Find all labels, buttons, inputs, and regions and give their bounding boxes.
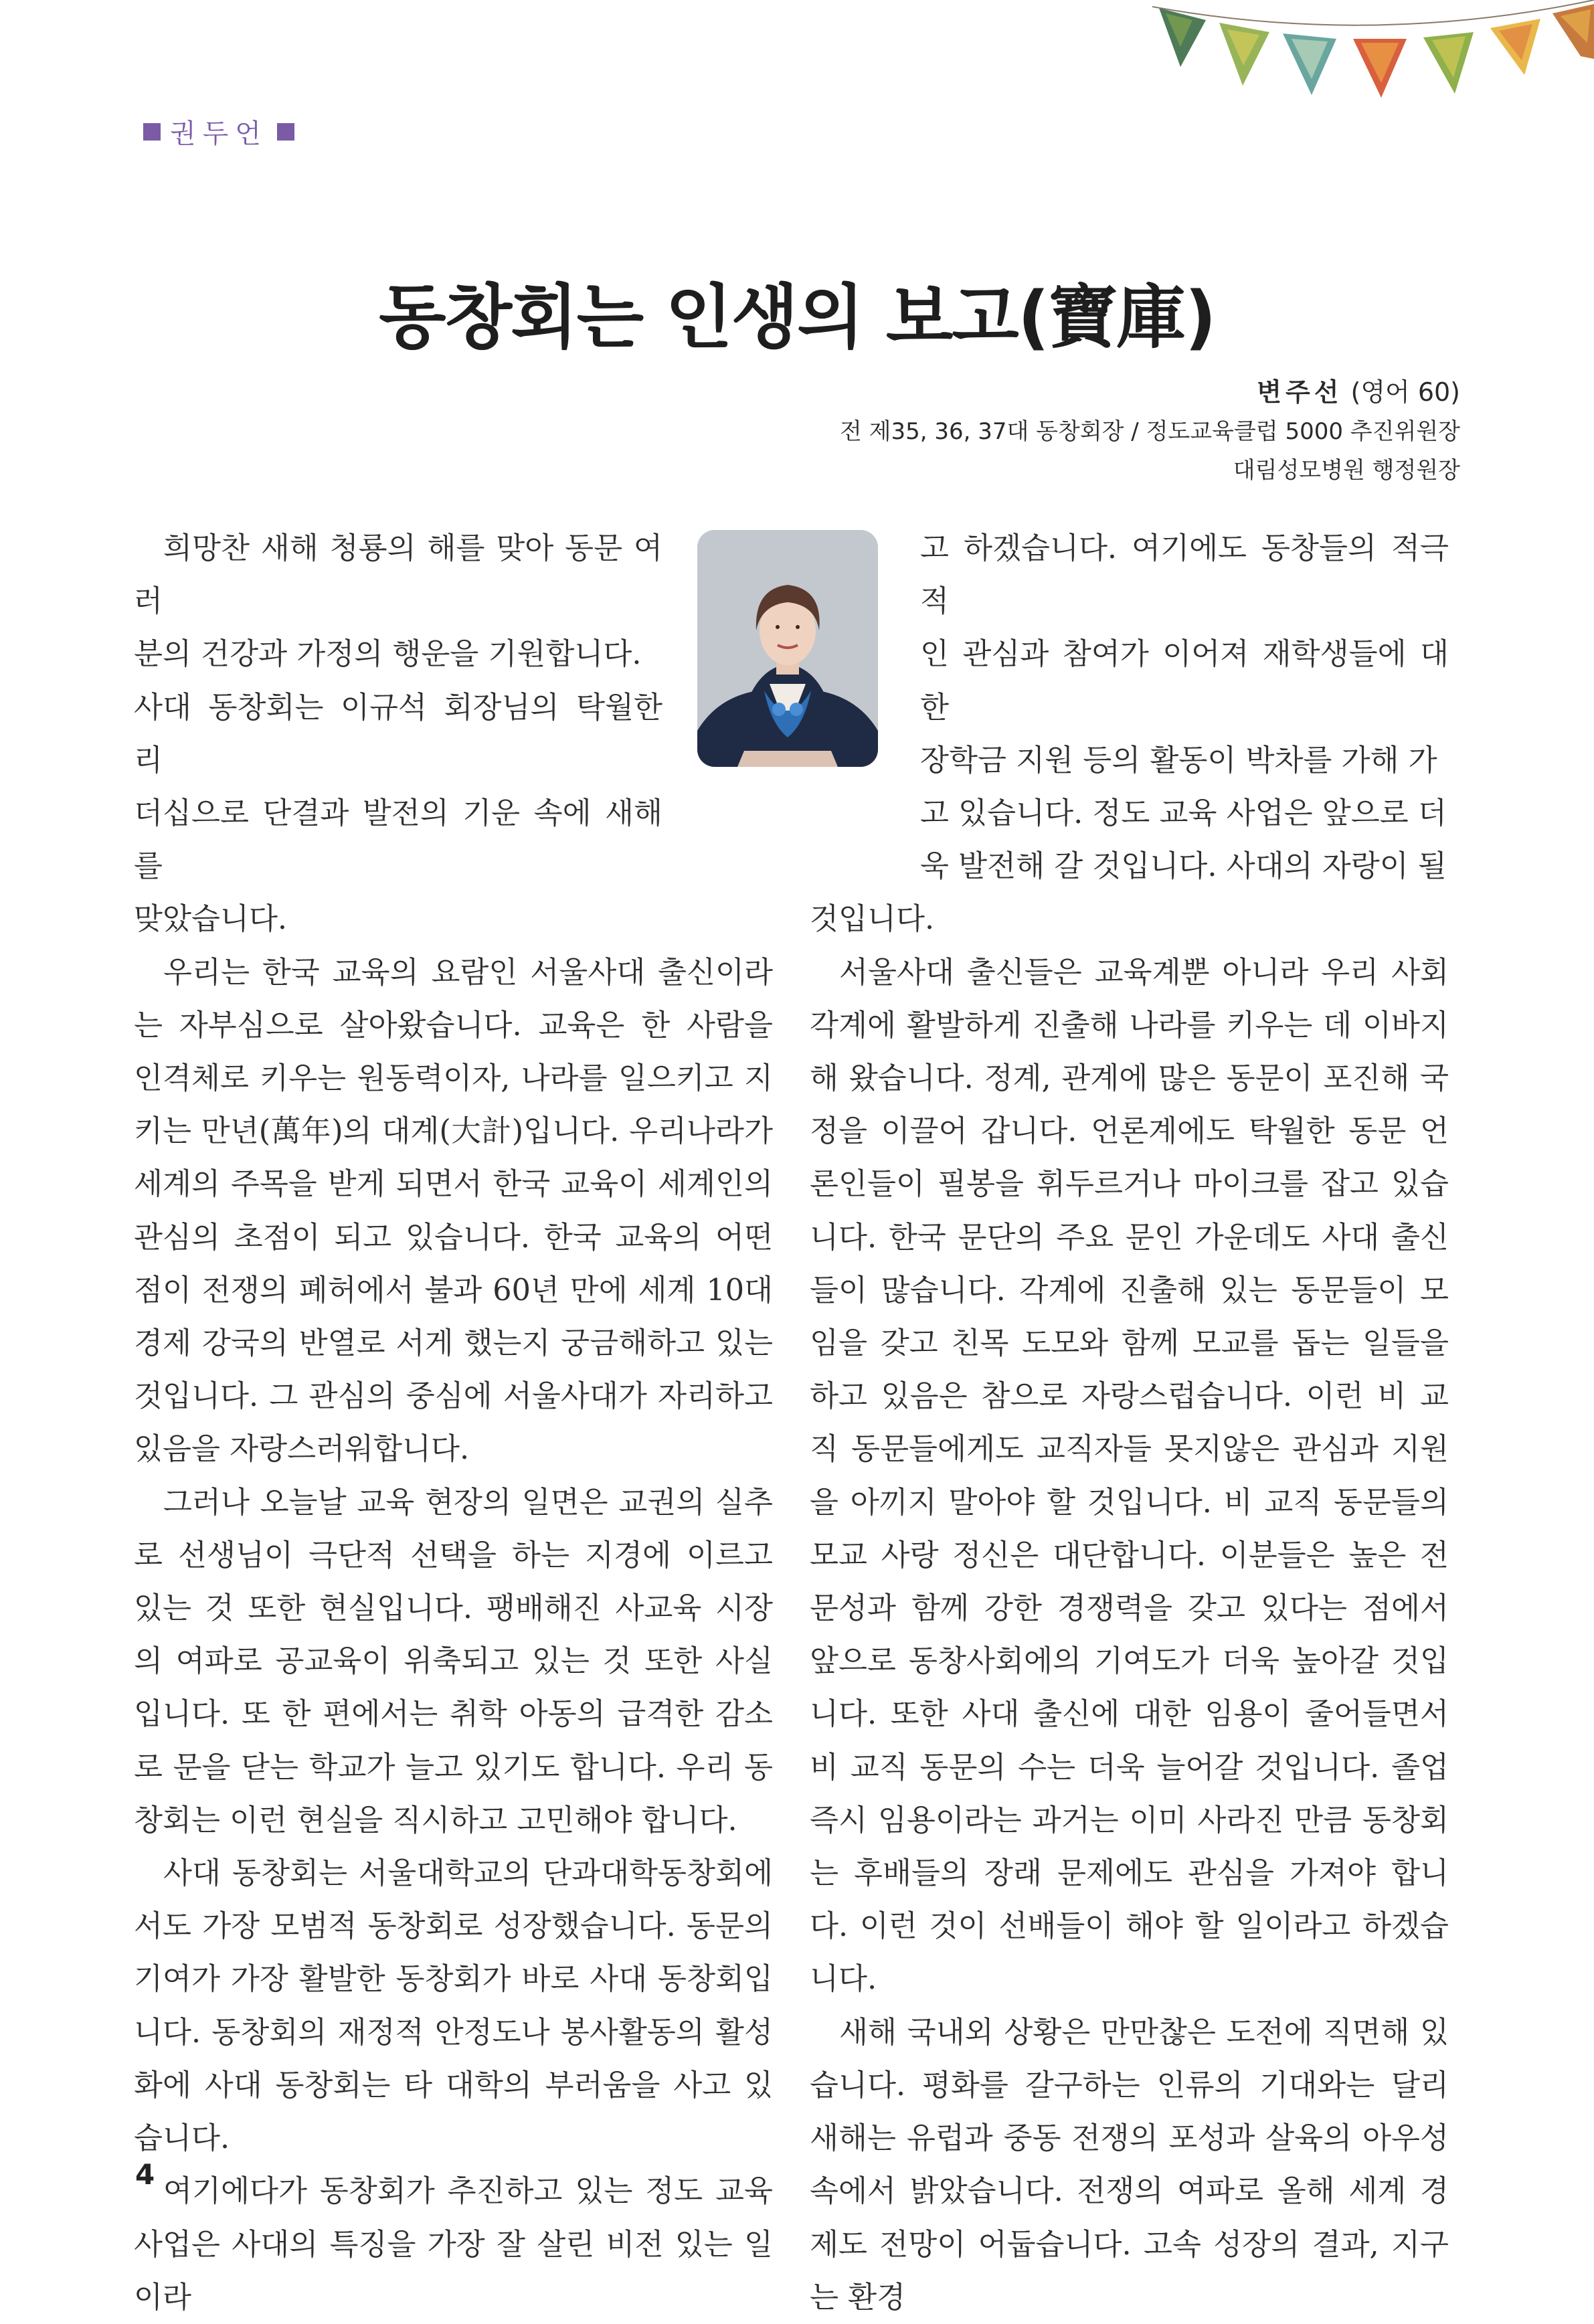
- text-line: 장학금 지원 등의 활동이 박차를 가해 가: [920, 743, 1437, 778]
- author-block: [840, 372, 1460, 490]
- paragraph: 여기에다가 동창회가 추진하고 있는 정도 교육 사업은 사대의 특징을 가장 잘 살린 비전 있는 일이라: [134, 2174, 773, 2315]
- author-name: 변주선: [1257, 377, 1343, 407]
- text-line: 인 관심과 참여가 이어져 재학생들에 대한: [920, 637, 1449, 725]
- text-line: 맞았습니다.: [134, 902, 288, 937]
- article-title: 동창회는 인생의 보고(寶庫): [379, 276, 1215, 358]
- square-bullet-icon: [143, 123, 161, 141]
- author-role: 대림성모병원 행정원장: [1233, 457, 1460, 484]
- author-affiliation: (영어 60): [1350, 377, 1460, 407]
- text-line: 고 하겠습니다. 여기에도 동창들의 적극적: [920, 531, 1449, 619]
- bunting-flag: [1283, 33, 1336, 95]
- bunting-flag: [1490, 19, 1540, 75]
- paragraph: 사대 동창회는 서울대학교의 단과대학동창회에서도 가장 모범적 동창회로 성장했습니다. 동문의 기여가 가장 활발한 동창회가 바로 사대 동창회입니다. 동창회의 재정적 안정도나 봉사활동의 활성화에 사대 동창회는 타 대학의 부러움을 사고 있습니다.: [134, 1856, 773, 2156]
- paragraph-continuation: 것입니다.: [810, 902, 935, 937]
- bunting-flag: [1553, 4, 1594, 59]
- bunting-flag: [1423, 32, 1474, 94]
- bunting-decoration: [1152, 0, 1594, 120]
- paragraph: 새해 국내외 상황은 만만찮은 도전에 직면해 있습니다. 평화를 갈구하는 인류의 기대와는 달리 새해는 유럽과 중동 전쟁의 포성과 살육의 아우성 속에서 밝았습니다. 전쟁의 여파로 올해 세계 경제도 전망이 어둡습니다. 고속 성장의 결과, 지구는 환경: [810, 2015, 1449, 2315]
- continuation-narrow-block: [920, 522, 1449, 893]
- paragraph: 우리는 한국 교육의 요람인 서울사대 출신이라는 자부심으로 살아왔습니다. 교육은 한 사람을 인격체로 키우는 원동력이자, 나라를 일으키고 지키는 만년(萬年)의 대계(大計)입니다. 우리나라가 세계의 주목을 받게 되면서 한국 교육이 세계인의 관심의 초점이 되고 있습니다. 한국 교육의 어떤 점이 전쟁의 폐허에서 불과 60년 만에 세계 10대 경제 강국의 반열로 서게 했는지 궁금해하고 있는 것입니다. 그 관심의 중심에 서울사대가 자리하고 있음을 자랑스러워합니다.: [134, 955, 773, 1467]
- author-name-line: [840, 372, 1460, 412]
- column-left: [134, 522, 773, 2324]
- section-label-text: 권두언: [170, 118, 268, 149]
- paragraph: 그러나 오늘날 교육 현장의 일면은 교권의 실추로 선생님이 극단적 선택을 하는 지경에 이르고 있는 것 또한 현실입니다. 팽배해진 사교육 시장의 여파로 공교육이 위축되고 있는 것 또한 사실입니다. 또 한 편에서는 취학 아동의 급격한 감소로 문을 닫는 학교가 늘고 있기도 합니다. 우리 동창회는 이런 현실을 직시하고 고민해야 합니다.: [134, 1485, 773, 1838]
- page-number: 4: [135, 2158, 155, 2191]
- bunting-flag: [1219, 23, 1269, 86]
- paragraph: 서울사대 출신들은 교육계뿐 아니라 우리 사회 각계에 활발하게 진출해 나라를 키우는 데 이바지해 왔습니다. 정계, 관계에 많은 동문이 포진해 국정을 이끌어 갑니다. 언론계에도 탁월한 동문 언론인들이 필봉을 휘두르거나 마이크를 잡고 있습니다. 한국 문단의 주요 문인 가운데도 사대 출신들이 많습니다. 각계에 진출해 있는 동문들이 모임을 갖고 친목 도모와 함께 모교를 돕는 일들을 하고 있음은 참으로 자랑스럽습니다. 이런 비 교직 동문들에게도 교직자들 못지않은 관심과 지원을 아끼지 말아야 할 것입니다. 비 교직 동문들의 모교 사랑 정신은 대단합니다. 이분들은 높은 전문성과 함께 강한 경쟁력을 갖고 있다는 점에서 앞으로 동창사회에의 기여도가 더욱 높아갈 것입니다. 또한 사대 출신에 대한 임용이 줄어들면서 비 교직 동문의 수는 더욱 늘어갈 것입니다. 졸업 즉시 임용이라는 과거는 이미 사라진 만큼 동창회는 후배들의 장래 문제에도 관심을 가져야 합니다. 이런 것이 선배들이 해야 할 일이라고 하겠습니다.: [810, 955, 1449, 1997]
- column-right: [810, 522, 1449, 2324]
- text-line: 분의 건강과 가정의 행운을 기원합니다.: [134, 637, 642, 672]
- bunting-flag: [1353, 39, 1407, 98]
- author-role: 전 제35, 36, 37대 동창회장 / 정도교육클럽 5000 추진위원장: [839, 418, 1460, 445]
- intro-narrow-block: [134, 522, 662, 946]
- text-line: 더십으로 단결과 발전의 기운 속에 새해를: [134, 796, 662, 884]
- text-line: 희망찬 새해 청룡의 해를 맞아 동문 여러: [134, 531, 662, 619]
- text-line: 고 있습니다. 정도 교육 사업은 앞으로 더: [920, 796, 1447, 831]
- square-bullet-icon: [277, 123, 294, 141]
- bunting-flag: [1159, 8, 1206, 67]
- text-line: 사대 동창회는 이규석 회장님의 탁월한 리: [134, 690, 662, 778]
- text-line: 욱 발전해 갈 것입니다. 사대의 자랑이 될: [920, 849, 1447, 884]
- section-label: [134, 112, 304, 151]
